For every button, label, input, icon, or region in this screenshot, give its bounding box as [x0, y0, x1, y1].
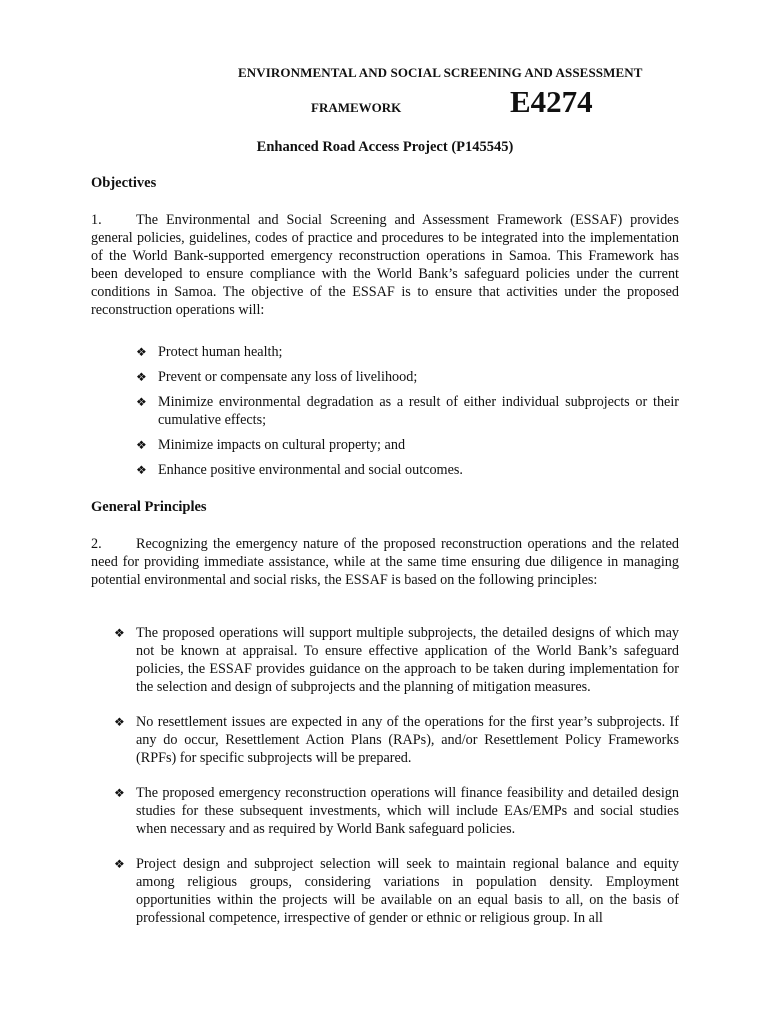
paragraph-number: 2. [91, 536, 102, 552]
diamond-bullet-icon: ❖ [114, 786, 125, 800]
list-item [114, 784, 679, 838]
principles-paragraph [91, 535, 679, 589]
list-item-text: Minimize impacts on cultural property; and [158, 437, 406, 453]
list-item [114, 624, 679, 696]
project-title: Enhanced Road Access Project (P145545) [256, 139, 514, 155]
diamond-bullet-icon: ❖ [136, 395, 147, 409]
list-item-text: The proposed emergency reconstruction operations will finance feasibility and detailed design studies for these subsequent investments, which will include EAs/EMPs and social studies when necessary and as required by World Bank safeguard policies. [136, 785, 679, 837]
diamond-bullet-icon: ❖ [136, 463, 147, 477]
list-item [136, 461, 679, 479]
principles-bullet-list [114, 624, 679, 944]
list-item [136, 393, 679, 429]
list-item-text: The proposed operations will support multiple subprojects, the detailed designs of which may not be known at appraisal. To ensure effective application of the World Bank’s safeguard policies, the ESSAF provides guidance on the approach to be taken during implementation for the selection and design of subprojects and the planning of mitigation measures. [136, 625, 679, 695]
diamond-bullet-icon: ❖ [114, 857, 125, 871]
list-item-text: Protect human health; [158, 344, 283, 360]
objectives-paragraph [91, 211, 679, 319]
paragraph-text: The Environmental and Social Screening and Assessment Framework (ESSAF) provides general policies, guidelines, codes of practice and procedures to be integrated into the implementation of the World Bank-supported emergency reconstruction operations in Samoa. This Framework has been developed to ensure compliance with the World Bank’s safeguard policies under the current conditions in Samoa. The objective of the ESSAF is to ensure that activities under the proposed reconstruction operations will: [91, 212, 679, 318]
objectives-heading: Objectives [91, 175, 157, 191]
diamond-bullet-icon: ❖ [114, 715, 125, 729]
list-item [136, 368, 679, 386]
document-id: E4274 [510, 84, 593, 119]
framework-title-line1: ENVIRONMENTAL AND SOCIAL SCREENING AND ASSESSMENT [238, 65, 643, 80]
list-item-text: No resettlement issues are expected in any of the operations for the first year’s subprojects. If any do occur, Resettlement Action Plans (RAPs), and/or Resettlement Policy Frameworks (RPFs) for specific subprojects will be prepared. [136, 714, 679, 766]
list-item-text: Enhance positive environmental and social outcomes. [158, 462, 463, 478]
general-principles-heading: General Principles [91, 499, 207, 515]
list-item-text: Minimize environmental degradation as a result of either individual subprojects or their cumulative effects; [158, 394, 679, 428]
diamond-bullet-icon: ❖ [136, 370, 147, 384]
list-item [136, 343, 679, 361]
diamond-bullet-icon: ❖ [136, 345, 147, 359]
paragraph-number: 1. [91, 212, 102, 228]
diamond-bullet-icon: ❖ [114, 626, 125, 640]
diamond-bullet-icon: ❖ [136, 438, 147, 452]
list-item [114, 713, 679, 767]
framework-title-line2: FRAMEWORK [311, 100, 402, 115]
objectives-bullet-list [136, 343, 679, 486]
list-item [114, 855, 679, 927]
paragraph-text: Recognizing the emergency nature of the proposed reconstruction operations and the related need for providing immediate assistance, while at the same time ensuring due diligence in managing potential environmental and social risks, the ESSAF is based on the following principles: [91, 536, 679, 588]
list-item-text: Project design and subproject selection will seek to maintain regional balance and equity among religious groups, considering variations in population density. Employment opportunities within the projects will be available on an equal basis to all, on the basis of professional competence, irrespective of gender or ethnic or religious group. In all [136, 856, 679, 926]
list-item [136, 436, 679, 454]
list-item-text: Prevent or compensate any loss of livelihood; [158, 369, 418, 385]
